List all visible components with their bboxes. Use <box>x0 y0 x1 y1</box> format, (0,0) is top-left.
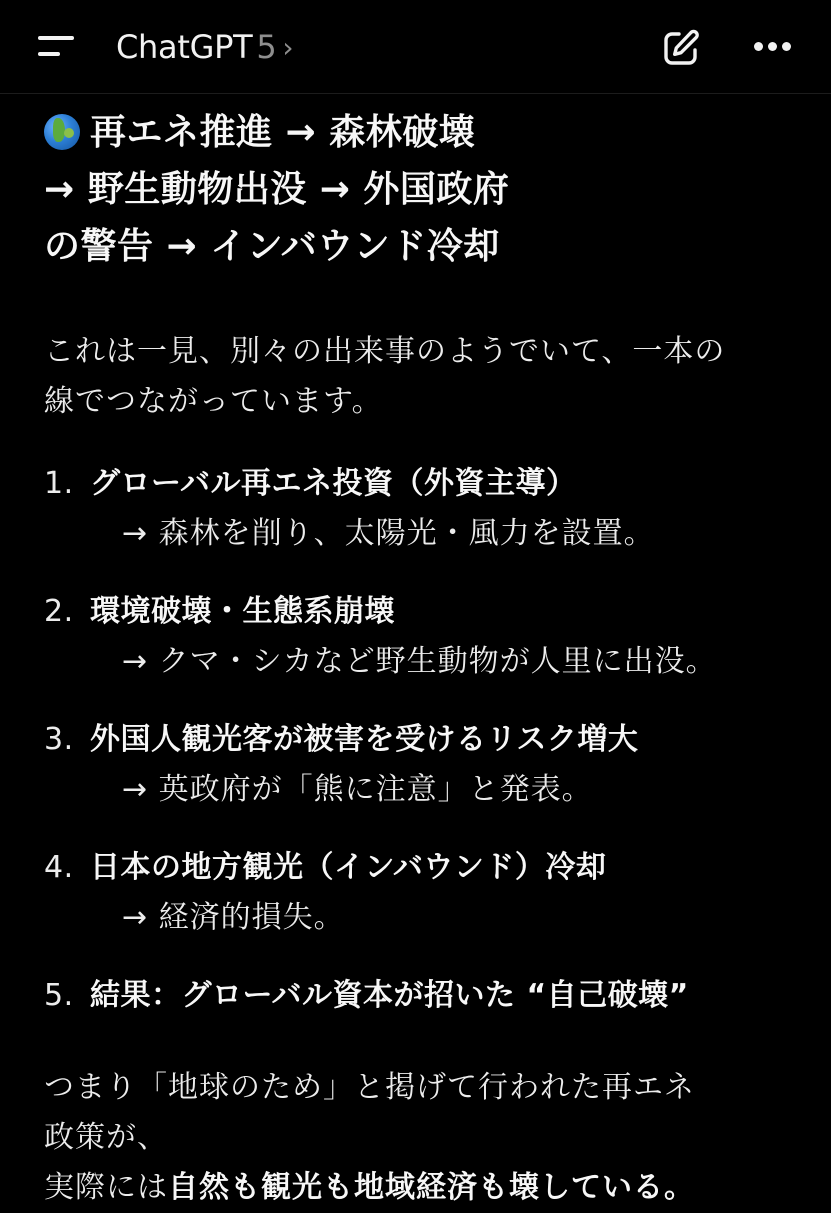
list-item-title: グローバル再エネ投資（外資主導） <box>90 466 577 501</box>
conclusion-line: 政策が、 <box>44 1120 168 1155</box>
list-item <box>44 459 814 559</box>
intro-line: 線でつながっています。 <box>44 384 383 419</box>
model-version: 5 <box>256 28 277 66</box>
intro-paragraph <box>44 327 814 427</box>
list-item-number: 1. <box>44 466 74 501</box>
heading-line: → 野生動物出没 → 外国政府 <box>44 169 510 210</box>
list-item-number: 2. <box>44 594 74 629</box>
intro-line: これは一見、別々の出来事のようでいて、一本の <box>44 334 726 369</box>
heading-line: の警告 → インバウンド冷却 <box>44 226 500 267</box>
hamburger-menu-icon[interactable] <box>38 32 78 62</box>
conclusion-line: 実際には自然も観光も地域経済も壊している。 <box>44 1170 695 1205</box>
list-item-detail: → クマ・シカなど野生動物が人里に出没。 <box>122 644 717 679</box>
list-item-number: 3. <box>44 722 74 757</box>
numbered-list <box>44 459 814 1021</box>
list-item-number: 4. <box>44 850 74 885</box>
list-item <box>44 587 814 687</box>
new-chat-edit-icon[interactable] <box>660 27 702 69</box>
top-navigation-bar <box>0 0 831 94</box>
list-item-title: 外国人観光客が被害を受けるリスク増大 <box>90 722 639 757</box>
globe-icon <box>44 114 80 150</box>
list-item-detail: → 英政府が「熊に注意」と発表。 <box>122 772 593 807</box>
list-item-number: 5. <box>44 978 74 1013</box>
list-item <box>44 843 814 943</box>
list-item <box>44 715 814 815</box>
heading-line: 再エネ推進 → 森林破壊 <box>44 104 814 161</box>
more-options-icon[interactable] <box>752 40 794 54</box>
list-item <box>44 971 814 1021</box>
list-item-title: 結果：グローバル資本が招いた “自己破壊” <box>90 978 689 1013</box>
conclusion-emphasis: 自然も観光も地域経済も壊している。 <box>168 1170 695 1205</box>
list-item-title: 環境破壊・生態系崩壊 <box>90 594 395 629</box>
conclusion-line: つまり「地球のため」と掲げて行われた再エネ <box>44 1070 695 1105</box>
list-item-detail: → 経済的損失。 <box>122 900 345 935</box>
model-selector-button[interactable] <box>116 24 293 70</box>
list-item-detail: → 森林を削り、太陽光・風力を設置。 <box>122 516 655 551</box>
assistant-message <box>44 104 814 1213</box>
list-item-title: 日本の地方観光（インバウンド）冷却 <box>90 850 607 885</box>
app-name: ChatGPT <box>116 28 253 66</box>
conclusion-paragraph <box>44 1063 814 1213</box>
chevron-right-icon: › <box>282 30 294 64</box>
message-heading <box>44 104 814 275</box>
